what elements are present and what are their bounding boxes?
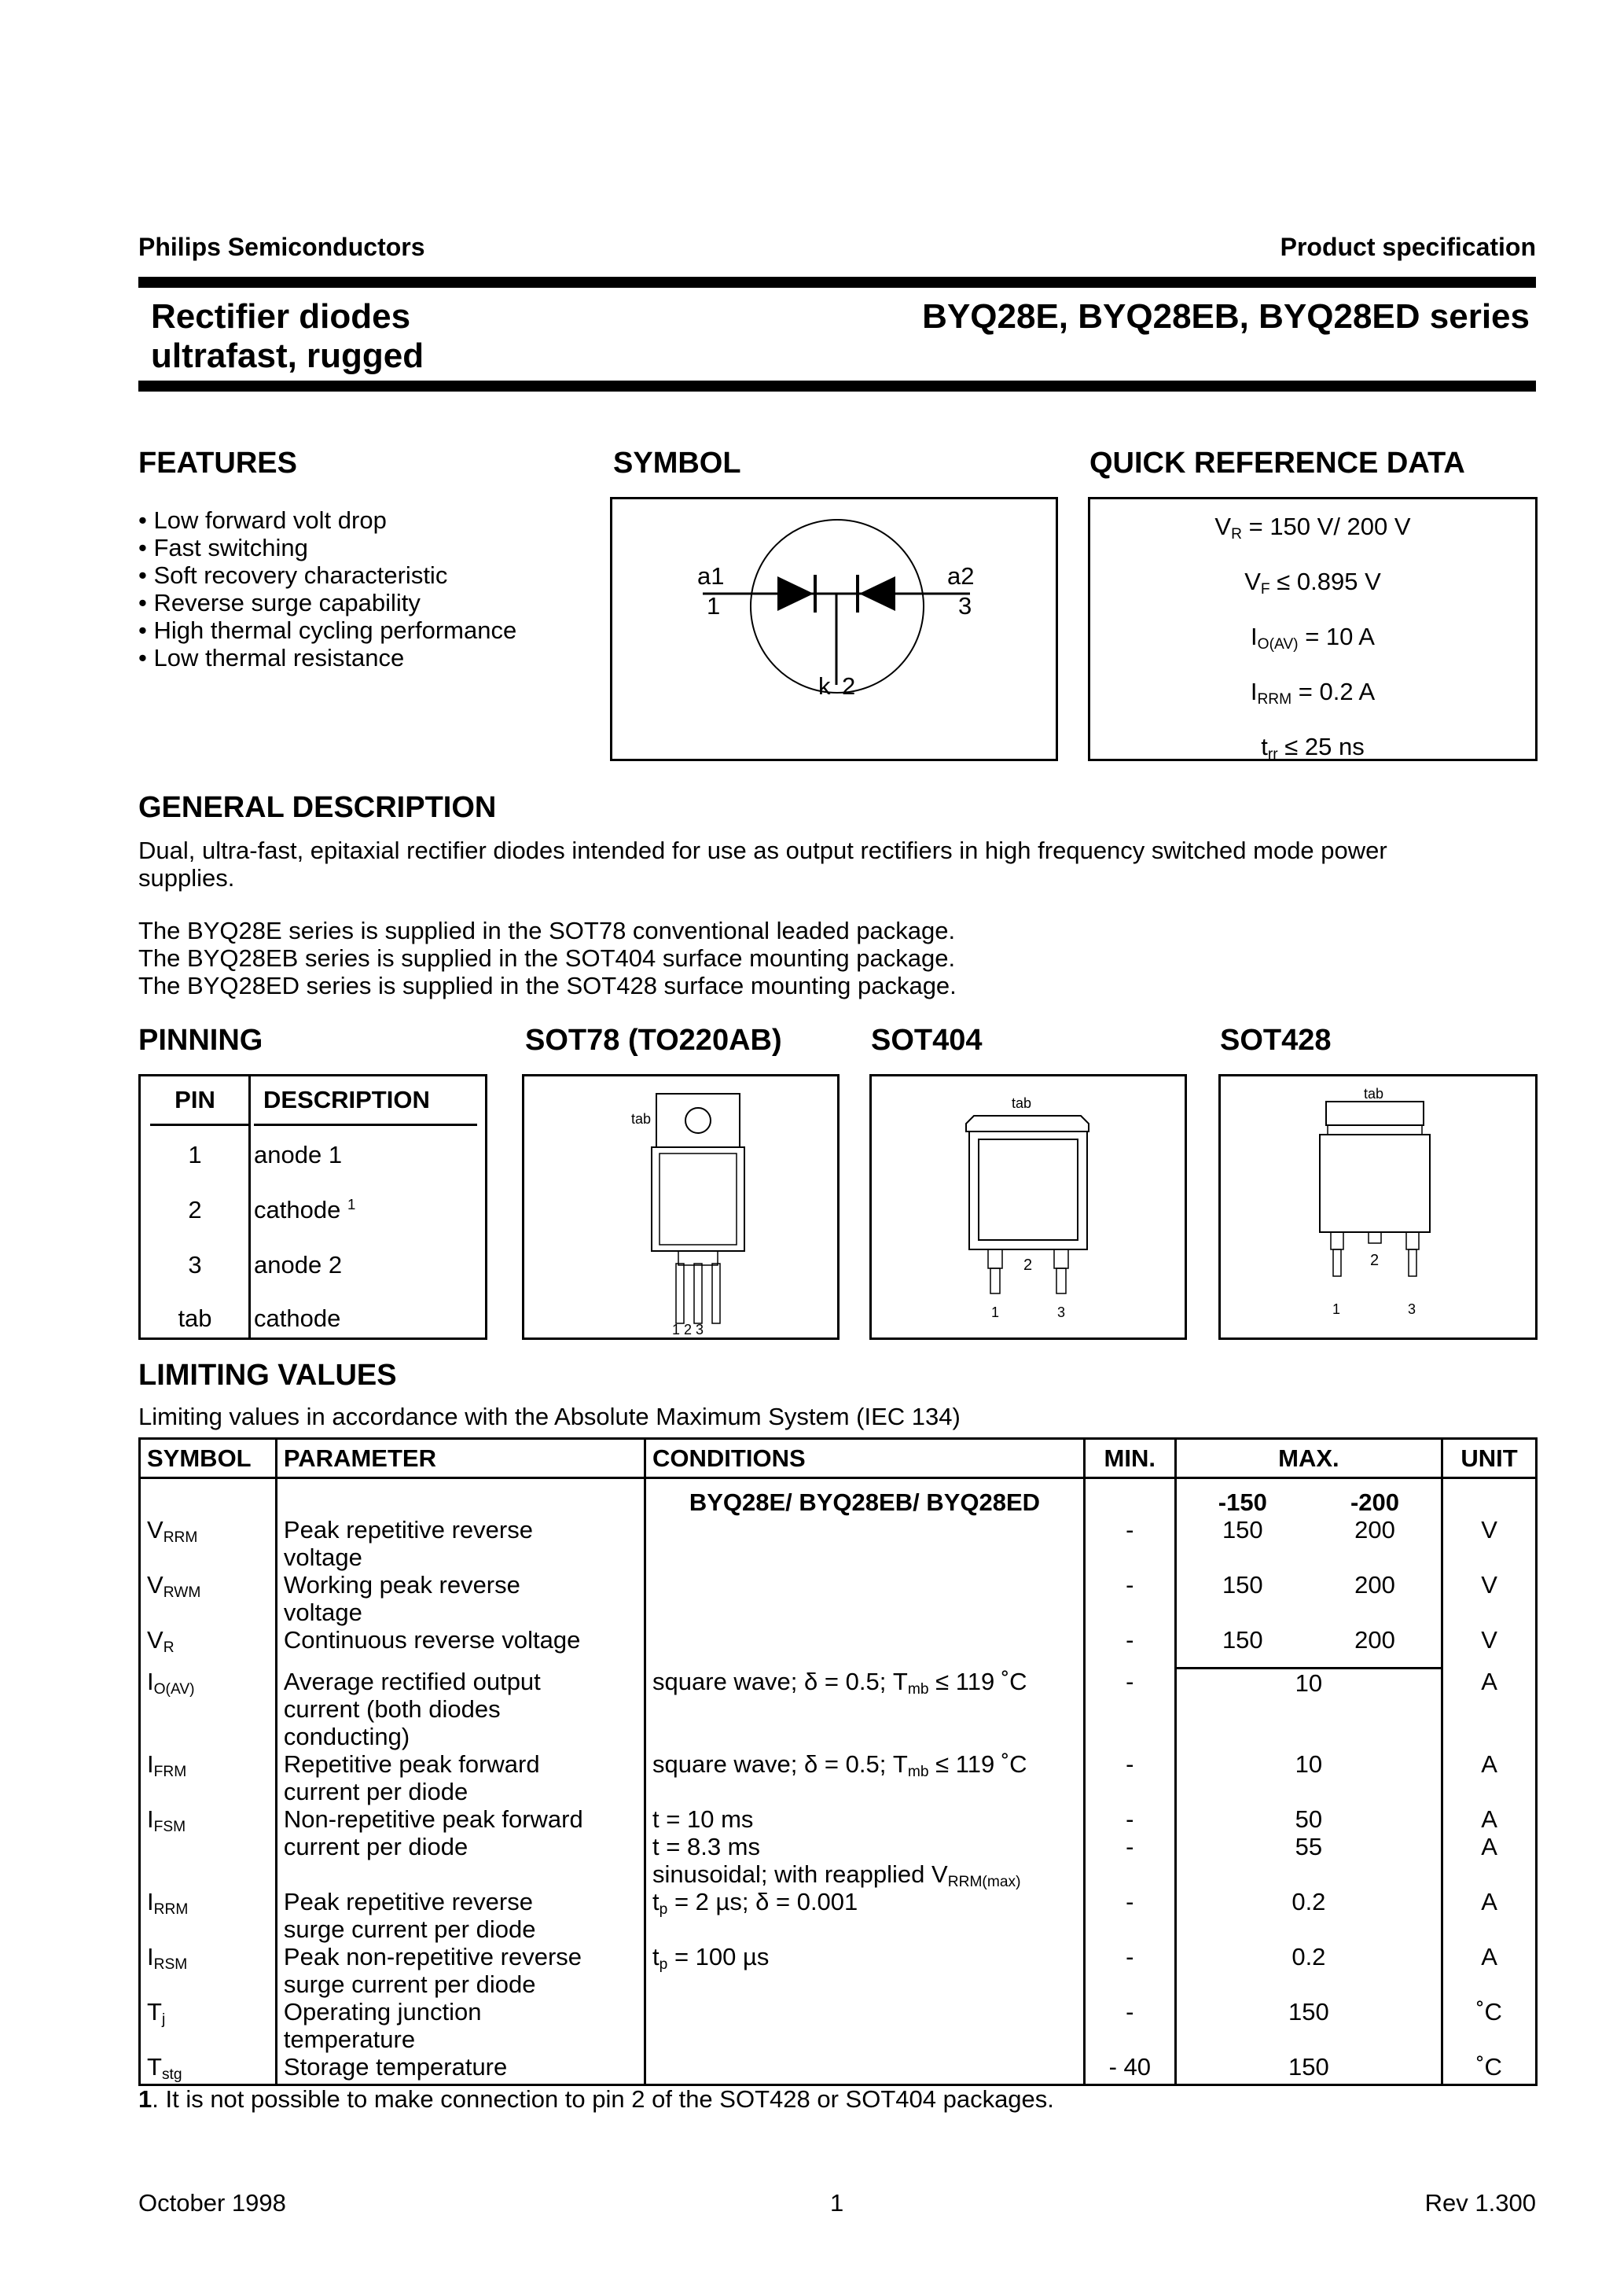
feature-item: • High thermal cycling performance xyxy=(138,616,516,644)
table-row xyxy=(140,1943,1537,1998)
header-rule-bottom xyxy=(138,381,1536,392)
general-para2 xyxy=(138,917,1545,999)
footnote xyxy=(138,2085,1054,2113)
cond-subheader: BYQ28E/ BYQ28EB/ BYQ28ED xyxy=(645,1478,1085,1517)
sot404-body xyxy=(969,1131,1087,1249)
row-max: 150 xyxy=(1175,1998,1442,2053)
table-row xyxy=(140,2053,1537,2085)
row-conditions: square wave; δ = 0.5; $T_{mb} \le 119$ ˚C xyxy=(645,1750,1085,1805)
quickref-row: $I_{RRM} = 0.2$ A xyxy=(1250,678,1376,708)
pin-desc-footnote: 1 xyxy=(347,1195,356,1212)
sot428-lead-1 xyxy=(1333,1249,1341,1276)
sot428-pin1-label: 1 xyxy=(1332,1301,1341,1317)
pinning-box xyxy=(138,1074,487,1340)
sot428-pin3-label: 3 xyxy=(1408,1301,1416,1317)
general-para1 xyxy=(138,837,1545,892)
row-symbol: $I_{RRM}$ xyxy=(140,1888,277,1943)
col-conditions: CONDITIONS xyxy=(645,1439,1085,1478)
feature-item: • Reverse surge capability xyxy=(138,589,516,616)
sot78-lead-1 xyxy=(676,1264,684,1323)
sot404-lead-1-upper xyxy=(988,1249,1002,1268)
row-max200: 200 xyxy=(1354,1516,1395,1544)
max200-subheader: -200 xyxy=(1350,1488,1399,1516)
sot78-tab xyxy=(656,1094,740,1147)
row-symbol: $T_j$ xyxy=(140,1998,277,2053)
sot404-heading: SOT404 xyxy=(871,1024,983,1057)
general-para1-line: supplies. xyxy=(138,864,235,892)
feature-item: • Soft recovery characteristic xyxy=(138,561,516,589)
row-conditions: square wave; δ = 0.5; $T_{mb} \le 119$ ˚C xyxy=(645,1668,1085,1750)
table-row xyxy=(140,1998,1537,2053)
table-row xyxy=(140,1516,1537,1571)
row-unit: A xyxy=(1442,1668,1537,1750)
diode1-triangle xyxy=(777,576,814,611)
pin-number: tab xyxy=(178,1304,212,1332)
sot78-body xyxy=(652,1147,744,1251)
sot78-lead-3 xyxy=(712,1264,720,1323)
feature-item: • Low forward volt drop xyxy=(138,506,516,534)
general-heading: GENERAL DESCRIPTION xyxy=(138,791,497,824)
a1-label: a1 xyxy=(697,562,725,590)
row-min: - xyxy=(1084,1516,1175,1571)
table-row xyxy=(140,1626,1537,1668)
row-unit: ˚C xyxy=(1442,2053,1537,2085)
pin-desc xyxy=(254,1196,355,1224)
row-symbol: $V_R$ xyxy=(140,1626,277,1668)
sot404-lead-3-upper xyxy=(1054,1249,1068,1268)
sot428-box xyxy=(1218,1074,1538,1340)
row-unit: V xyxy=(1442,1626,1537,1668)
quickref-heading: QUICK REFERENCE DATA xyxy=(1089,447,1465,480)
sot428-body xyxy=(1320,1135,1430,1232)
doc-title-line1: Rectifier diodes xyxy=(151,297,411,336)
limiting-intro: Limiting values in accordance with the Absolute Maximum System (IEC 134) xyxy=(138,1403,961,1430)
footnote-text: . It is not possible to make connection to pin 2 of the SOT428 or SOT404 packages. xyxy=(152,2085,1054,2113)
features-list xyxy=(138,506,516,672)
footer-date: October 1998 xyxy=(138,2189,286,2217)
pin-desc-text: cathode xyxy=(254,1196,341,1223)
footnote-number: 1 xyxy=(138,2085,152,2113)
diode-symbol-diagram xyxy=(612,499,1056,759)
sot404-pin3-label: 3 xyxy=(1057,1304,1066,1320)
row-conditions: $t_p = 100$ µs xyxy=(645,1943,1085,1998)
sot404-pin1-label: 1 xyxy=(991,1304,1000,1320)
row-symbol: $I_{RSM}$ xyxy=(140,1943,277,1998)
pin-desc: cathode xyxy=(254,1304,341,1332)
symbol-heading: SYMBOL xyxy=(613,447,741,480)
doc-type: Product specification xyxy=(1280,233,1536,261)
sot428-tab-neck xyxy=(1328,1125,1422,1135)
feature-item: • Fast switching xyxy=(138,534,516,561)
row-parameter: Non-repetitive peak forward current per diode xyxy=(276,1805,645,1888)
sot428-outline-diagram xyxy=(1221,1076,1535,1337)
row-parameter: Repetitive peak forward current per diode xyxy=(276,1750,645,1805)
col-min: MIN. xyxy=(1084,1439,1175,1478)
pinning-heading: PINNING xyxy=(138,1024,263,1057)
limiting-values-table xyxy=(138,1437,1538,2086)
row-conditions: t = 10 ms t = 8.3 ms sinusoidal; with reapplied $V_{RRM(max)}$ xyxy=(645,1805,1085,1888)
row-max150: 150 xyxy=(1175,1571,1309,1626)
sot78-pin-labels: 1 2 3 xyxy=(672,1322,704,1337)
row-conditions xyxy=(645,1516,1085,1571)
quickref-row: $t_{rr} \le 25$ ns xyxy=(1261,733,1365,763)
pin-desc: anode 2 xyxy=(254,1251,343,1279)
row-max: 0.2 xyxy=(1175,1888,1442,1943)
sot404-lead-1 xyxy=(990,1268,1000,1293)
col-symbol: SYMBOL xyxy=(140,1439,277,1478)
row-parameter: Peak non-repetitive reverse surge current per diode xyxy=(276,1943,645,1998)
row-symbol: $I_{O(AV)}$ xyxy=(140,1668,277,1750)
row-parameter: Continuous reverse voltage xyxy=(276,1626,645,1668)
sot428-lead-3 xyxy=(1409,1249,1416,1276)
pin-number: 2 xyxy=(188,1196,202,1223)
row-parameter: Operating junction temperature xyxy=(276,1998,645,2053)
sot404-lead-3 xyxy=(1056,1268,1066,1293)
table-row xyxy=(140,1668,1537,1750)
sot428-lead-1-upper xyxy=(1331,1232,1343,1249)
general-para1-line: Dual, ultra-fast, epitaxial rectifier diodes intended for use as output rectifiers in high frequency switched mode power xyxy=(138,837,1387,864)
row-parameter: Peak repetitive reverse voltage xyxy=(276,1516,645,1571)
row-unit: V xyxy=(1442,1516,1537,1571)
table-row xyxy=(140,1888,1537,1943)
desc-col-rule xyxy=(254,1124,477,1126)
sot428-lead-2-stub xyxy=(1369,1232,1381,1243)
limiting-heading: LIMITING VALUES xyxy=(138,1359,397,1392)
row-max: 150 xyxy=(1175,2053,1442,2085)
pin-col-rule xyxy=(150,1124,251,1126)
row-symbol: $V_{RRM}$ xyxy=(140,1516,277,1571)
sot78-outline-diagram xyxy=(524,1076,837,1337)
row-conditions: $t_p = 2$ µs; δ = 0.001 xyxy=(645,1888,1085,1943)
col-parameter: PARAMETER xyxy=(276,1439,645,1478)
desc-col-header: DESCRIPTION xyxy=(263,1086,430,1113)
sot78-mount-hole xyxy=(685,1108,711,1133)
sot428-tab-label: tab xyxy=(1364,1086,1384,1102)
row-unit: A xyxy=(1442,1750,1537,1805)
row-min: - xyxy=(1084,1626,1175,1668)
row-max: 0.2 xyxy=(1175,1943,1442,1998)
general-para2-line: The BYQ28ED series is supplied in the SOT428 surface mounting package. xyxy=(138,972,957,999)
row-conditions xyxy=(645,2053,1085,2085)
general-para2-line: The BYQ28EB series is supplied in the SOT404 surface mounting package. xyxy=(138,944,956,972)
row-parameter: Average rectified output current (both diodes conducting) xyxy=(276,1668,645,1750)
row-min: - - xyxy=(1084,1805,1175,1888)
sot78-body-inner xyxy=(660,1154,737,1245)
k-label: k xyxy=(818,672,831,700)
row-min: - xyxy=(1084,1750,1175,1805)
part-series: BYQ28E, BYQ28EB, BYQ28ED series xyxy=(922,297,1530,336)
row-parameter: Working peak reverse voltage xyxy=(276,1571,645,1626)
row-max: 10 xyxy=(1175,1668,1442,1750)
sot404-box xyxy=(869,1074,1187,1340)
row-max150: 150 xyxy=(1175,1516,1309,1571)
row-unit: ˚C xyxy=(1442,1998,1537,2053)
row-min: - xyxy=(1084,1668,1175,1750)
doc-title xyxy=(151,297,424,376)
sot404-pin2-label: 2 xyxy=(1023,1257,1033,1274)
row-parameter: Storage temperature xyxy=(276,2053,645,2085)
row-unit: A xyxy=(1442,1943,1537,1998)
row-symbol: $T_{stg}$ xyxy=(140,2053,277,2085)
sot428-lead-3-upper xyxy=(1406,1232,1419,1249)
quickref-row: $V_F \le 0.895$ V xyxy=(1244,568,1381,598)
row-symbol: $I_{FSM}$ xyxy=(140,1805,277,1888)
k-pin: 2 xyxy=(842,672,856,700)
doc-title-line2: ultrafast, rugged xyxy=(151,337,424,375)
footer-revision: Rev 1.300 xyxy=(1424,2189,1536,2217)
row-min: - xyxy=(1084,1888,1175,1943)
pin-desc: anode 1 xyxy=(254,1141,343,1168)
row-max150: 150 xyxy=(1175,1626,1309,1668)
feature-item: • Low thermal resistance xyxy=(138,644,516,672)
quickref-box xyxy=(1088,497,1538,761)
col-max: MAX. xyxy=(1175,1439,1442,1478)
row-unit: A xyxy=(1442,1888,1537,1943)
quickref-row: $V_R = 150$ V/ 200 V xyxy=(1214,513,1411,543)
sot404-tab xyxy=(966,1116,1089,1131)
sot78-heading: SOT78 (TO220AB) xyxy=(525,1024,782,1057)
symbol-box xyxy=(610,497,1058,761)
company-name: Philips Semiconductors xyxy=(138,233,425,261)
table-row xyxy=(140,1478,1537,1517)
row-symbol: $I_{FRM}$ xyxy=(140,1750,277,1805)
sot404-body-inner xyxy=(979,1139,1078,1240)
row-max200: 200 xyxy=(1309,1626,1442,1668)
row-max200: 200 xyxy=(1354,1571,1395,1599)
a1-pin: 1 xyxy=(707,592,721,620)
quickref-row: $I_{O(AV)} = 10$ A xyxy=(1251,623,1375,653)
row-conditions xyxy=(645,1571,1085,1626)
sot404-outline-diagram xyxy=(872,1076,1185,1337)
sot428-heading: SOT428 xyxy=(1220,1024,1332,1057)
sot78-tab-label: tab xyxy=(631,1111,652,1127)
row-unit: V xyxy=(1442,1571,1537,1626)
diode2-triangle xyxy=(859,576,895,611)
row-conditions xyxy=(645,1626,1085,1668)
pin-number: 1 xyxy=(188,1141,202,1168)
max150-subheader: -150 xyxy=(1175,1478,1309,1517)
row-max: 10 xyxy=(1175,1750,1442,1805)
sot78-box xyxy=(522,1074,840,1340)
features-heading: FEATURES xyxy=(138,447,297,480)
sot404-tab-label: tab xyxy=(1012,1095,1032,1111)
pin-col-header: PIN xyxy=(175,1086,215,1113)
row-min: - xyxy=(1084,1571,1175,1626)
row-conditions xyxy=(645,1998,1085,2053)
row-min: - 40 xyxy=(1084,2053,1175,2085)
sot428-tab xyxy=(1326,1102,1424,1125)
pin-number: 3 xyxy=(188,1251,202,1279)
general-para2-line: The BYQ28E series is supplied in the SOT78 conventional leaded package. xyxy=(138,917,956,944)
table-row xyxy=(140,1571,1537,1626)
a2-pin: 3 xyxy=(958,592,972,620)
footer-page-number: 1 xyxy=(830,2189,844,2217)
header-rule-top xyxy=(138,277,1536,288)
table-row xyxy=(140,1805,1537,1888)
row-max: 50 55 xyxy=(1175,1805,1442,1888)
row-symbol: $V_{RWM}$ xyxy=(140,1571,277,1626)
table-row xyxy=(140,1750,1537,1805)
sot78-lead-2 xyxy=(694,1264,702,1323)
a2-label: a2 xyxy=(947,562,975,590)
row-min: - xyxy=(1084,1998,1175,2053)
row-unit: A A xyxy=(1442,1805,1537,1888)
sot428-pin2-label: 2 xyxy=(1370,1252,1380,1269)
row-parameter: Peak repetitive reverse surge current per diode xyxy=(276,1888,645,1943)
col-unit: UNIT xyxy=(1442,1439,1537,1478)
row-min: - xyxy=(1084,1943,1175,1998)
